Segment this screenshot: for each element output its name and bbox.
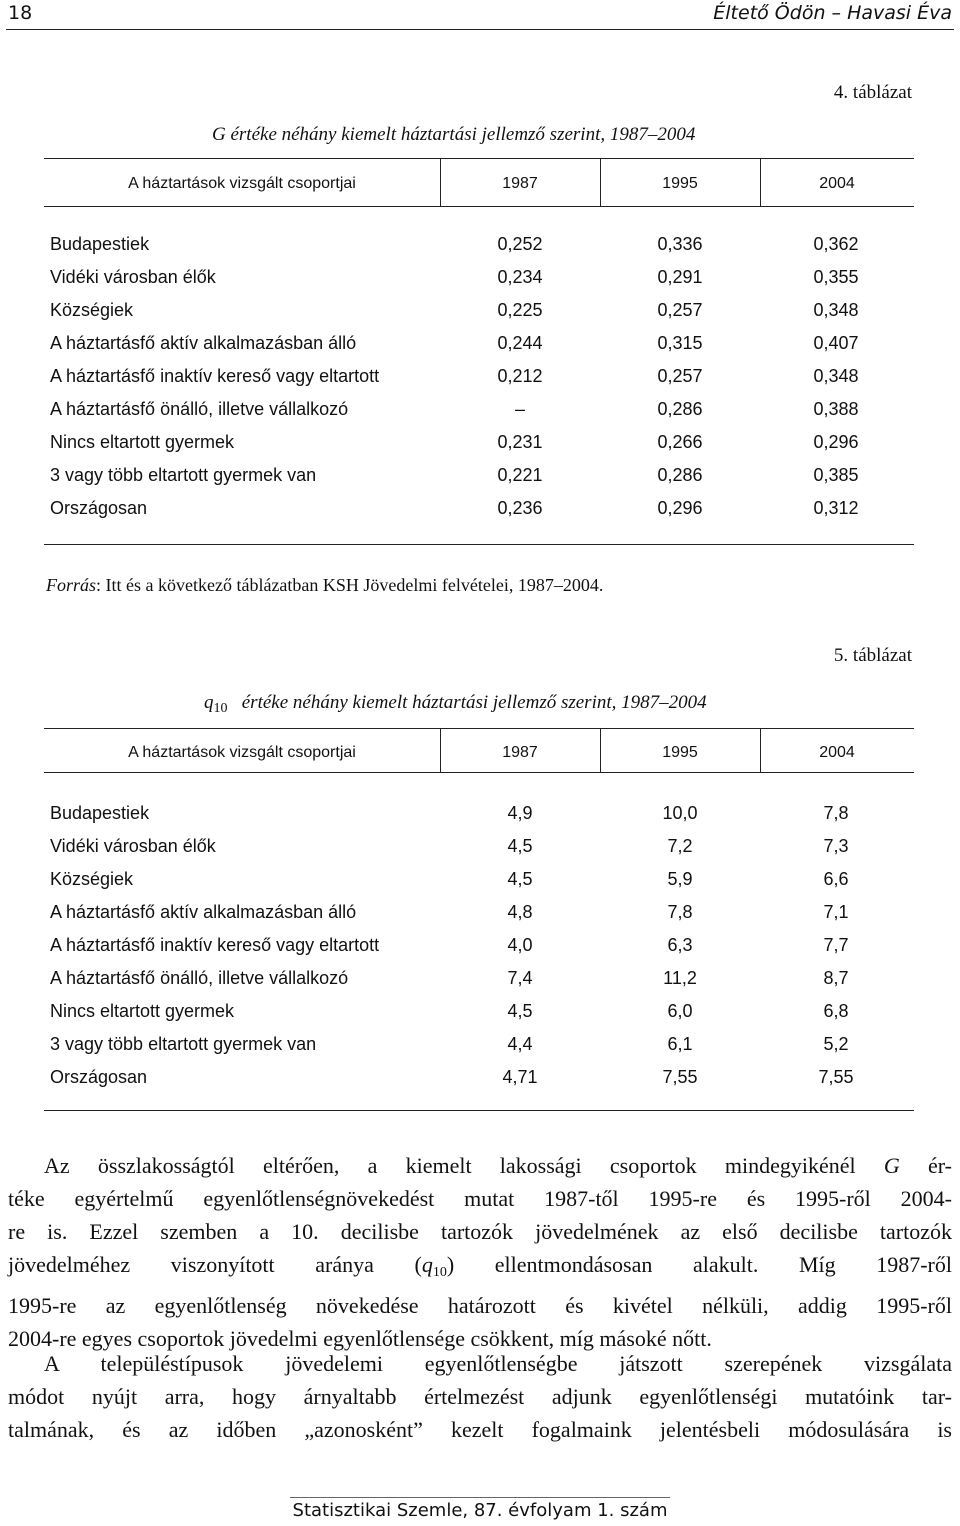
row-label: A háztartásfő inaktív kereső vagy eltartott (50, 366, 380, 386)
table-row (44, 869, 914, 902)
source-text: : Itt és a következő táblázatban KSH Jövedelmi felvételei, 1987–2004. (96, 575, 604, 595)
row-value: 0,234 (497, 267, 543, 287)
table5-year-header: 1987 (502, 744, 538, 761)
table-row (44, 1067, 914, 1100)
row-value: 0,212 (497, 366, 543, 386)
table-row (44, 1034, 914, 1067)
row-label: Nincs eltartott gyermek (50, 1001, 235, 1021)
table4-year-header: 1987 (502, 175, 538, 192)
journal-footer: Statisztikai Szemle, 87. évfolyam 1. szám (292, 1500, 668, 1521)
row-value: 6,0 (667, 1001, 693, 1021)
row-value: 7,55 (818, 1067, 854, 1087)
table-row (44, 935, 914, 968)
row-value: 6,6 (823, 869, 849, 889)
table-row (44, 498, 914, 531)
row-value: 0,385 (813, 465, 859, 485)
footer-rule (290, 1497, 670, 1498)
row-value: 0,257 (657, 300, 703, 320)
table5-header-rule (44, 772, 914, 773)
text-line: re is. Ezzel szemben a 10. decilisbe tartozók jövedelmének az első decilisbe tartozók (8, 1219, 952, 1244)
row-value: 5,2 (823, 1034, 849, 1054)
table-row (44, 968, 914, 1001)
paragraph-2 (8, 1347, 952, 1446)
row-label: 3 vagy több eltartott gyermek van (50, 1034, 317, 1054)
row-label: Nincs eltartott gyermek (50, 432, 235, 452)
row-value: 4,5 (507, 869, 533, 889)
row-value: 4,5 (507, 836, 533, 856)
row-value: 0,407 (813, 333, 859, 353)
table-row (44, 300, 914, 333)
table4 (44, 158, 914, 546)
text-span: Az összlakosságtól eltérően, a kiemelt lakossági csoportok mindegyikénél (44, 1153, 884, 1178)
table4-year-header: 1995 (662, 175, 698, 192)
row-value: 6,8 (823, 1001, 849, 1021)
row-value: 0,286 (657, 399, 703, 419)
table5-top-rule (44, 728, 914, 729)
table5-year-header: 1995 (662, 744, 698, 761)
page-number: 18 (8, 2, 33, 24)
row-value: 6,1 (667, 1034, 693, 1054)
table-row (44, 267, 914, 300)
table4-header-rule (44, 206, 914, 207)
running-title: Éltető Ödön – Havasi Éva (713, 2, 952, 24)
row-value: 7,1 (823, 902, 849, 922)
table-row (44, 399, 914, 432)
row-value: 0,244 (497, 333, 543, 353)
row-label: Községiek (50, 300, 134, 320)
table5-year-header: 2004 (819, 744, 855, 761)
text-line: A településtípusok jövedelemi egyenlőtlenségbe játszott szerepének vizsgálata (44, 1351, 952, 1376)
row-value: 5,9 (667, 869, 693, 889)
table4-col-group-header: A háztartások vizsgált csoportjai (128, 175, 356, 192)
table5-title-text: értéke néhány kiemelt háztartási jellemző szerint, 1987–2004 (241, 692, 707, 713)
table-row (44, 902, 914, 935)
row-value: 11,2 (663, 968, 697, 988)
header-rule (6, 29, 954, 30)
row-value: 0,348 (813, 366, 859, 386)
row-value: 0,296 (813, 432, 859, 452)
row-value: 7,8 (667, 902, 693, 922)
row-value: 4,4 (507, 1034, 533, 1054)
row-label: A háztartásfő önálló, illetve vállalkozó (50, 399, 349, 419)
row-value: 0,225 (497, 300, 543, 320)
source-label: Forrás (46, 575, 97, 595)
row-value: 0,315 (657, 333, 703, 353)
table4-top-rule (44, 158, 914, 159)
row-value: 0,221 (497, 465, 543, 485)
row-value: 0,286 (657, 465, 703, 485)
table-row (44, 1001, 914, 1034)
row-label: A háztartásfő aktív alkalmazásban álló (50, 333, 357, 353)
source-note (46, 575, 603, 596)
text-line (8, 1149, 952, 1182)
row-value: 7,4 (507, 968, 533, 988)
table5-number: 5. táblázat (833, 645, 912, 666)
row-label: Országosan (50, 498, 148, 518)
paragraph-1 (8, 1149, 952, 1355)
row-value: 4,0 (507, 935, 533, 955)
row-value: – (514, 399, 525, 419)
row-label: Vidéki városban élők (50, 267, 216, 287)
table4-title: G értéke néhány kiemelt háztartási jellemző szerint, 1987–2004 (212, 124, 696, 145)
table4-year-header: 2004 (819, 175, 855, 192)
row-value: 7,55 (662, 1067, 698, 1087)
table-row (44, 836, 914, 869)
row-label: A háztartásfő inaktív kereső vagy eltartott (50, 935, 380, 955)
table-row (44, 803, 914, 836)
text-line (8, 1248, 952, 1289)
row-value: 0,266 (657, 432, 703, 452)
table-row (44, 333, 914, 366)
table4-number: 4. táblázat (833, 82, 912, 103)
q-symbol: q (421, 1252, 433, 1277)
row-label: A háztartásfő aktív alkalmazásban álló (50, 902, 357, 922)
table-row (44, 366, 914, 399)
row-label: Vidéki városban élők (50, 836, 216, 856)
row-label: Községiek (50, 869, 134, 889)
table-row (44, 465, 914, 498)
row-label: 3 vagy több eltartott gyermek van (50, 465, 317, 485)
row-value: 0,388 (813, 399, 859, 419)
row-value: 7,3 (823, 836, 849, 856)
row-value: 4,9 (507, 803, 533, 823)
row-value: 0,231 (497, 432, 543, 452)
page-header (0, 0, 960, 30)
table5 (44, 728, 914, 1112)
q-subscript: 10 (213, 701, 228, 716)
text-line: 1995-re az egyenlőtlenség növekedése határozott és kivétel nélküli, addig 1995-ről (8, 1293, 952, 1318)
row-value: 0,291 (657, 267, 703, 287)
text-line: 2004-re egyes csoportok jövedelmi egyenlőtlensége csökkent, míg másoké nőtt. (8, 1326, 712, 1351)
text-span: jövedelméhez viszonyított aránya ( (8, 1252, 422, 1277)
row-value: 0,296 (657, 498, 703, 518)
row-value: 10,0 (662, 803, 698, 823)
table5-col-group-header: A háztartások vizsgált csoportjai (128, 744, 356, 761)
row-value: 0,355 (813, 267, 859, 287)
table-row (44, 432, 914, 465)
text-span: ) ellentmondásosan alakult. Míg 1987-ről (446, 1252, 952, 1277)
row-value: 7,8 (823, 803, 849, 823)
table4-bottom-rule (44, 544, 914, 545)
row-value: 0,312 (813, 498, 859, 518)
row-value: 0,348 (813, 300, 859, 320)
row-value: 0,336 (657, 234, 703, 254)
row-value: 4,5 (507, 1001, 533, 1021)
row-label: Budapestiek (50, 803, 150, 823)
row-label: Országosan (50, 1067, 148, 1087)
text-line: módot nyújt arra, hogy árnyaltabb értelmezést adjunk egyenlőtlenségi mutatóink tar- (8, 1384, 952, 1409)
row-value: 7,2 (667, 836, 693, 856)
row-value: 0,362 (813, 234, 859, 254)
row-value: 6,3 (667, 935, 693, 955)
row-value: 8,7 (823, 968, 849, 988)
row-value: 7,7 (823, 935, 849, 955)
row-label: Budapestiek (50, 234, 150, 254)
q-subscript: 10 (432, 1265, 447, 1280)
text-line: talmának, és az időben „azonosként” kezelt fogalmaink jelentésbeli módosulására is (8, 1417, 952, 1442)
q-symbol: q (204, 692, 214, 713)
row-value: 0,252 (497, 234, 543, 254)
table5-bottom-rule (44, 1110, 914, 1111)
row-label: A háztartásfő önálló, illetve vállalkozó (50, 968, 349, 988)
row-value: 4,8 (507, 902, 533, 922)
row-value: 0,257 (657, 366, 703, 386)
row-value: 4,71 (502, 1067, 538, 1087)
table-row (44, 234, 914, 267)
g-symbol: G (883, 1153, 900, 1178)
table5-title (204, 692, 707, 717)
text-line: téke egyértelmű egyenlőtlenségnövekedést mutat 1987-től 1995-re és 1995-ről 2004- (8, 1186, 952, 1211)
row-value: 0,236 (497, 498, 543, 518)
text-span: ér- (899, 1153, 952, 1178)
